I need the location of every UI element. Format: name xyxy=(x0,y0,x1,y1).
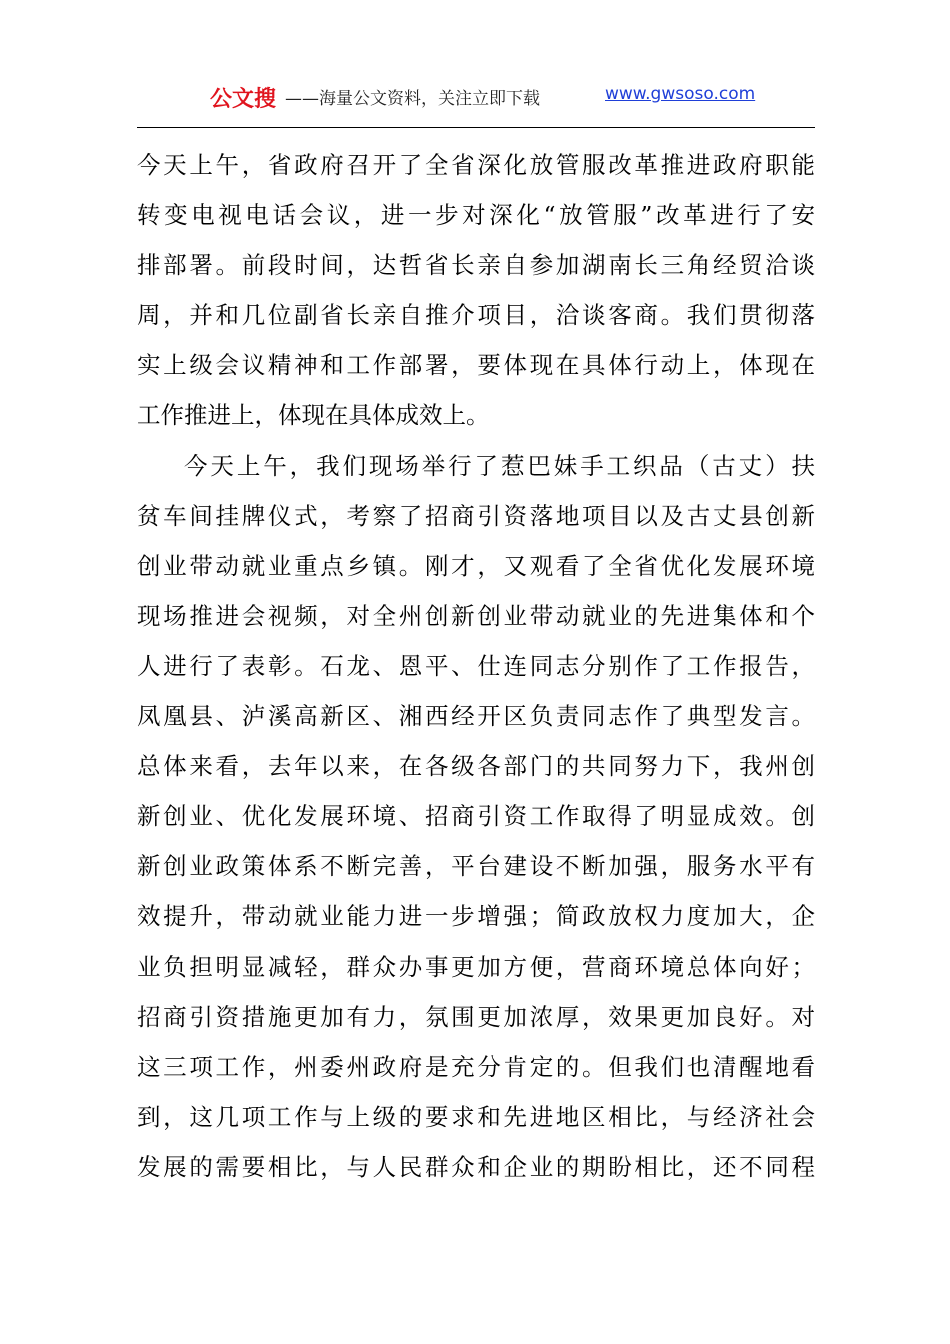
text-line: 总体来看，去年以来，在各级各部门的共同努力下，我州创 xyxy=(137,752,815,781)
text-line: 周，并和几位副省长亲自推介项目，洽谈客商。我们贯彻落 xyxy=(137,301,815,330)
text-line: 今天上午，我们现场举行了惹巴妹手工织品（古丈）扶 xyxy=(184,451,815,480)
text-line: 新创业政策体系不断完善，平台建设不断加强，服务水平有 xyxy=(137,852,815,881)
text-line: 创业带动就业重点乡镇。刚才，又观看了全省优化发展环境 xyxy=(137,551,815,580)
header-divider xyxy=(137,127,815,128)
site-link[interactable]: www.gwsoso.com xyxy=(605,84,756,104)
document-body xyxy=(137,140,815,1192)
text-line: 凤凰县、泸溪高新区、湘西经开区负责同志作了典型发言。 xyxy=(137,702,815,731)
text-line: 到，这几项工作与上级的要求和先进地区相比，与经济社会 xyxy=(137,1102,815,1131)
brand-logo-text: 公文搜 xyxy=(210,87,277,112)
text-line: 人进行了表彰。石龙、恩平、仕连同志分别作了工作报告， xyxy=(137,651,815,680)
text-line: 转变电视电话会议，进一步对深化“放管服”改革进行了安 xyxy=(137,201,815,230)
text-line: 招商引资措施更加有力，氛围更加浓厚，效果更加良好。对 xyxy=(137,1002,815,1031)
paragraph-2 xyxy=(137,441,815,1192)
text-line: 新创业、优化发展环境、招商引资工作取得了明显成效。创 xyxy=(137,802,815,831)
text-line: 排部署。前段时间，达哲省长亲自参加湖南长三角经贸洽谈 xyxy=(137,251,815,280)
header-tagline: ——海量公文资料，关注立即下载 xyxy=(285,89,540,109)
text-line: 这三项工作，州委州政府是充分肯定的。但我们也清醒地看 xyxy=(137,1052,815,1081)
text-line: 今天上午，省政府召开了全省深化放管服改革推进政府职能 xyxy=(137,151,815,179)
text-line: 发展的需要相比，与人民群众和企业的期盼相比，还不同程 xyxy=(137,1152,815,1181)
text-line: 工作推进上，体现在具体成效上。 xyxy=(137,401,490,430)
text-line: 现场推进会视频，对全州创新创业带动就业的先进集体和个 xyxy=(137,601,815,630)
text-line: 实上级会议精神和工作部署，要体现在具体行动上，体现在 xyxy=(137,351,815,380)
paragraph-1 xyxy=(137,140,815,441)
text-line: 业负担明显减轻，群众办事更加方便，营商环境总体向好； xyxy=(137,952,815,981)
page-header xyxy=(137,82,815,112)
text-line: 贫车间挂牌仪式，考察了招商引资落地项目以及古丈县创新 xyxy=(137,501,815,530)
text-line: 效提升，带动就业能力进一步增强；简政放权力度加大，企 xyxy=(137,902,815,931)
